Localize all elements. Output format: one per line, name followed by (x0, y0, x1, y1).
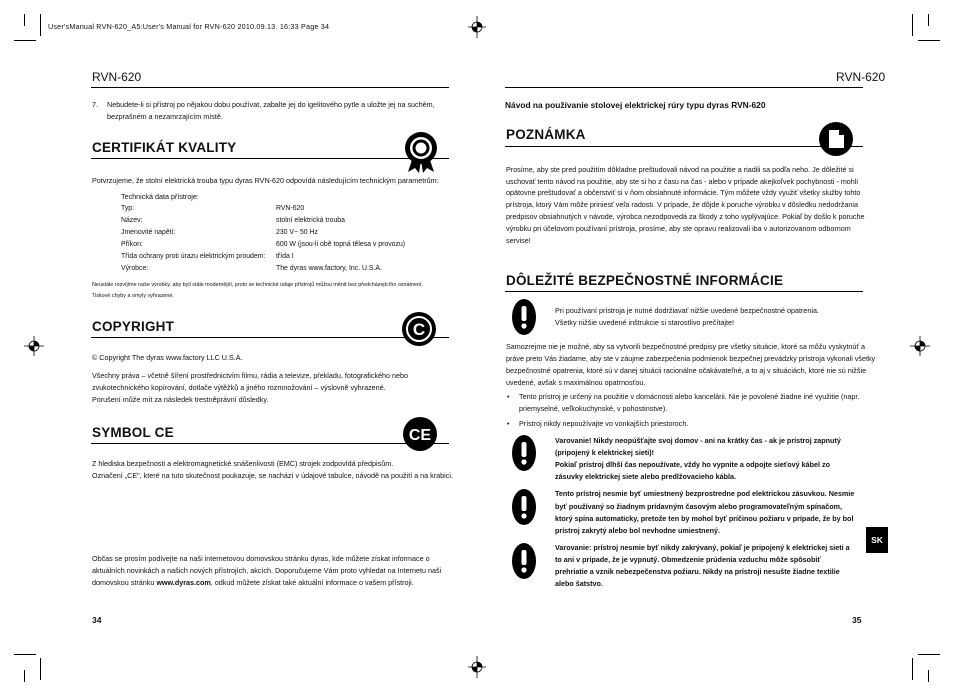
svg-text:C: C (412, 320, 426, 339)
registration-crosshair-icon (468, 656, 486, 678)
left-page-header: RVN-620 (92, 70, 142, 84)
web-text-line: Občas se prosím podívejte na naši internetovou domovskou stránku dyras, kde můžete získat informace o (92, 554, 430, 563)
note-page-icon (818, 121, 854, 157)
bullet-symbol: • (507, 392, 510, 401)
web-text-prefix: domovskou stránku (92, 578, 157, 587)
ce-text-line: Z hlediska bezpečnosti a elektromagnetické snášenlivosti (EMC) strojek zodpovídá předpisům. (92, 459, 394, 468)
spec-label: Název: (121, 217, 143, 224)
web-text-line (92, 577, 414, 590)
registration-crosshair-icon (468, 16, 486, 38)
website-link[interactable]: www.dyras.com (156, 578, 211, 587)
item-text-line: bezprašném a nezamrzajícím místě. (107, 112, 223, 121)
spec-label: Typ: (121, 205, 135, 212)
section-rule (505, 291, 863, 292)
spec-label: Výrobce: (121, 265, 149, 272)
copyright-text-line: Porušení může mít za následek trestněprávní důsledky. (92, 395, 269, 404)
spec-label: Příkon: (121, 241, 143, 248)
registration-crosshair-icon (24, 336, 44, 356)
ce-mark-icon (402, 416, 438, 452)
warning-bold-line: to ani v prípade, že je vypnutý. Obmedzenie prúdenia vzduchu môže spôsobiť (555, 555, 821, 564)
ce-text-line: Označení „CE", které na tuto skutečnost poukazuje, se nachází v údajové tabulce, návodě na použití a na krabici. (92, 471, 453, 480)
section-title-copyright: COPYRIGHT (92, 319, 175, 334)
spec-table-title: Technická data přístroje: (121, 192, 199, 201)
section-title-ce: SYMBOL CE (92, 425, 174, 440)
spec-value: třída I (276, 253, 294, 260)
spec-value: stolní elektrická trouba (276, 217, 345, 224)
warning-text-line: Všetky nižšie uvedené inštrukcie si starostlivo prečítajte! (555, 318, 734, 327)
warning-bold-line: prehriatie a vznik nebezpečenstva požiaru. Nikdy na prístroji nesušte žiadne textilie (555, 567, 840, 576)
bullet-text-line: priemyselné, veľkokuchynské, v pohostinstve). (519, 404, 668, 413)
exclamation-warning-icon (511, 298, 537, 336)
header-rule (91, 87, 449, 88)
warning-bold-line: Pokiaľ prístroj dlhší čas nepoužívate, vždy ho vypnite a odpojte sieťový kábel zo (555, 460, 831, 469)
section-rule (91, 158, 449, 159)
safety-line: práve preto Vás žiadame, aby ste v záujme zabezpečenia podmienok bezpečnej prevádzky prístroja vykonali všetky (506, 354, 876, 363)
warning-text-line: Pri používaní prístroja je nutné dodržiavať nižšie uvedené bezpečnostné opatrenia. (555, 306, 820, 315)
bullet-text-line: Prístroj nikdy nepoužívajte vo vonkajších priestoroch. (519, 419, 689, 428)
note-line: uschovať tento návod na použitie, aby ste si ho z času na čas - alebo v prípade akejkoľvek pochybnosti - mohli (506, 177, 858, 186)
warning-bold-line: Varovanie! Nikdy neopúšťajte svoj domov - ani na krátky čas - ak je prístroj zapnutý (555, 436, 841, 445)
warning-bold-line: (pripojený k elektrickej sieti)! (555, 448, 655, 457)
copyright-text-line: Všechny práva – včetně šíření prostřednictvím filmu, rádia a televize, překladu, fotografického nebo (92, 371, 409, 380)
copyright-icon (401, 311, 437, 347)
bullet-symbol: • (507, 419, 510, 428)
note-line: servise! (506, 236, 531, 245)
svg-text:CE: CE (408, 427, 432, 444)
note-line: Prosíme, aby ste pred použitím dôkladne preštudovali návod na použitie a riadili sa podľa neho. Je dôležité si (506, 165, 854, 174)
print-slug-line: User'sManual RVN-620_A5:User's Manual for RVN-620 2010.09.13. 16:33 Page 34 (48, 22, 330, 31)
right-page-header: RVN-620 (836, 70, 886, 84)
safety-line: uvedené, avšak s maximálnou opatrnosťou. (506, 378, 646, 387)
item-number: 7. (92, 100, 98, 109)
spec-value: 600 W (jsou-li obě topná tělesa v provozu) (276, 241, 406, 248)
section-title-note: POZNÁMKA (506, 127, 586, 142)
warning-bold-line: ktorý spína automaticky, pretože ten by mohol byť príčinou požiaru v prípade, že by bol (555, 514, 854, 523)
copyright-notice: © Copyright The dyras www.factory LLC U.S.A. (92, 353, 243, 362)
web-text-line: aktuálních novinkách a našich nových přístrojích, akcích. Doporučujeme Vám proto vyhledat na Internetu naši (92, 566, 442, 575)
section-title-certificate: CERTIFIKÁT KVALITY (92, 140, 237, 155)
warning-bold-line: byť používaný so žiadnym prídavným časovým alebo programovateľným spínačom, (555, 502, 843, 511)
section-title-safety: DÔLEŽITÉ BEZPEČNOSTNÉ INFORMÁCIE (506, 273, 784, 288)
page-number-right: 35 (852, 615, 862, 625)
header-rule (505, 87, 863, 88)
note-line: výrobku pri účelovom používaní prístroja, prosíme, aby ste opravu realizovali iba v autorizovanom odbornom (506, 224, 851, 233)
exclamation-warning-icon (511, 542, 537, 580)
change-notice: Neustále rozvíjíme naše výrobky, aby byli stále modernější, proto se technické údaje přístrojů můžou měnit bez předcházejícího oznámení. (92, 282, 423, 288)
spec-value: 230 V~ 50 Hz (276, 229, 318, 236)
warning-bold-line: Varovanie: prístroj nesmie byť nikdy zakrývaný, pokiaľ je pripojený k elektrickej sieti a (555, 543, 850, 552)
document-title: Návod na používanie stolovej elektrickej rúry typu dyras RVN-620 (505, 100, 766, 110)
spec-label: Jmenovité napětí: (121, 229, 176, 236)
quality-rosette-icon (403, 131, 439, 173)
item-text-line: Nebudete-li si přístroj po nějakou dobu používat, zabalte jej do igelitového pytle a uložte jej na suchém, (107, 100, 435, 109)
safety-line: Samozrejme nie je možné, aby sa vytvorili bezpečnostné predpisy pre všetky situácie, ktoré sa môžu vyskytnúť a (506, 342, 866, 351)
warning-bold-line: prístroj zakrytý alebo bol nevhodne umiestnený. (555, 526, 720, 535)
spec-label: Třída ochrany proti úrazu elektrickým proudem: (121, 253, 266, 260)
note-line: prístroja, ktorý Vám môže priniesť veľa radosti. V prípade, že dôjde k poruche výrobku v dôsledku nedodržania (506, 200, 858, 209)
language-tab: SK (866, 527, 888, 553)
warning-bold-line: Tento prístroj nesmie byť umiestnený bezprostredne pod elektrickou zásuvkou. Nesmie (555, 489, 855, 498)
misprint-notice: Tiskové chyby a omyly vyhrazené. (92, 293, 174, 299)
spec-value: The dyras www.factory, Inc. U.S.A. (276, 265, 382, 272)
certificate-intro: Potvrzujeme, že stolní elektrická trouba typu dyras RVN-620 odpovídá následujícím technickým parametrům: (92, 176, 439, 185)
section-rule (505, 146, 863, 147)
bullet-text-line: Tento prístroj je určený na použitie v domácnosti alebo kancelárii. Nie je povolené žiadne iné využitie (napr. (519, 392, 860, 401)
section-rule (91, 443, 449, 444)
warning-bold-line: alebo šatstvo. (555, 579, 603, 588)
copyright-text-line: zvukotechnického kopírování, dotlače výtěžků a jiného rozmnožování – výslovně vyhrazené. (92, 383, 386, 392)
section-rule (91, 337, 449, 338)
spec-value: RVN-620 (276, 205, 305, 212)
exclamation-warning-icon (511, 488, 537, 526)
page-number-left: 34 (92, 615, 102, 625)
note-line: predpisov obsiahnutých v návode, výrobca nezodpovedá za škody z toho vyplývajúce. Pokiaľ by došlo k poruche (506, 212, 865, 221)
exclamation-warning-icon (511, 434, 537, 472)
web-text-suffix: , odkud můžete získat také aktuální informace o vašem přístroji. (210, 578, 414, 587)
warning-bold-line: zásuvky elektrickej siete alebo predlžovacieho kábla. (555, 472, 736, 481)
note-line: opätovne preštudovať a občerstviť si v ňom obsiahnuté informácie. Tým môžete vždy využiť všetky služby tohto (506, 188, 861, 197)
safety-line: bezpečnostné opatrenia, ktoré sú v danej situácii racionálne očakávateľné, a to aj v situáciách, ktoré nie sú nižšie (506, 366, 867, 375)
registration-crosshair-icon (910, 336, 930, 356)
